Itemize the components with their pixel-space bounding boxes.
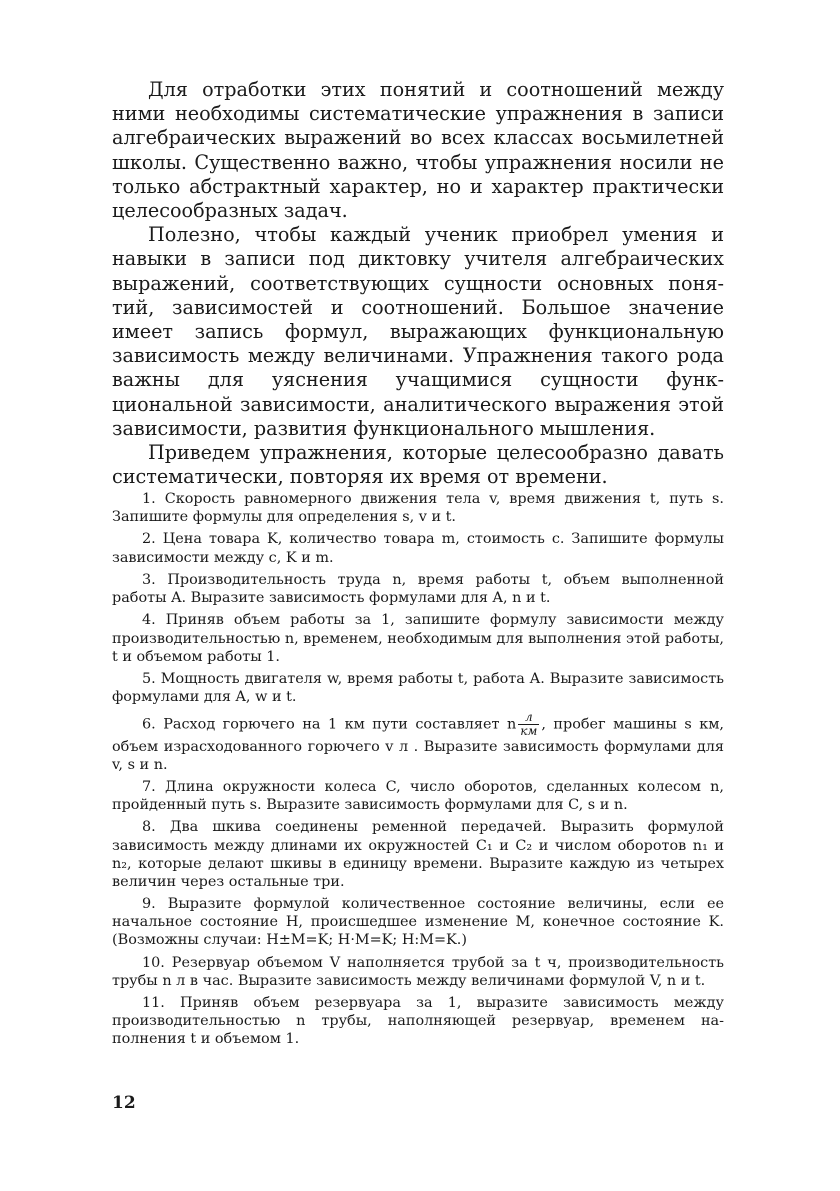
intro-paragraph: Для отработки этих понятий и соотношений между ними необходимы систематические упражнения в записи алгебраических выражений во всех классах восьмилетней школы. Существенно важно, чтобы упражнения носили не только абстрактный характер, но и характер практически целесообразных задач.	[112, 78, 724, 223]
fraction-numerator: л	[524, 709, 533, 724]
exercise-item: 4. Приняв объем работы за 1, запишите формулу зависимости между производительностью n, временем, необходимым для выполнения этой работы, t и объемом работы 1.	[112, 612, 724, 665]
exercise-6-text-after: , пробег машины s км, объем израсходованного горючего v л . Выразите зависимость формулами для v, s и n.	[112, 716, 724, 773]
exercise-list	[112, 490, 724, 1053]
page-number: 12	[112, 1093, 136, 1113]
exercise-item: 7. Длина окружности колеса C, число оборотов, сделанных колесом n, пройденный путь s. Выразите зависимость формулами для C, s и n.	[112, 779, 724, 814]
exercise-item: 11. Приняв объем резервуара за 1, выразите зависимость между производительностью n трубы, наполняющей резервуар, временем наполнения t и объемом 1.	[112, 995, 724, 1048]
exercise-item: 5. Мощность двигателя w, время работы t, работа A. Выразите зависимость формулами для A, w и t.	[112, 671, 724, 706]
intro-text	[112, 78, 724, 489]
exercise-item-6	[112, 711, 724, 774]
intro-paragraph: Полезно, чтобы каждый ученик приобрел умения и навыки в записи под диктовку учителя алгебраических выражений, соответствующих сущности основных понятий, зависимостей и соотношений. Большое значение имеет запись формул, выражающих функциональную зависимость между величинами. Упражнения такого рода важны для уяснения учащимися сущности функциональной зависимости, аналитического выражения этой зависимости, развития функционального мышления.	[112, 223, 724, 440]
intro-paragraph: Приведем упражнения, которые целесообразно давать систематически, повторяя их время от времени.	[112, 441, 724, 489]
exercise-item: 2. Цена товара K, количество товара m, стоимость c. Запишите формулы зависимости между c, K и m.	[112, 531, 724, 566]
exercise-item: 10. Резервуар объемом V наполняется трубой за t ч, производительность трубы n л в час. Выразите зависимость между величинами формулой V, n и t.	[112, 954, 724, 989]
fraction-litres-per-km	[518, 711, 539, 738]
exercise-item: 1. Скорость равномерного движения тела v, время движения t, путь s. Запишите формулы для определения s, v и t.	[112, 491, 724, 526]
exercise-6-text-before: 6. Расход горючего на 1 км пути составляет n	[142, 716, 517, 733]
fraction-denominator: км	[520, 723, 538, 738]
exercise-item: 9. Выразите формулой количественное состояние величины, если ее начальное состояние H, происшедшее изменение M, конечное состояние K. (Возможны случаи: H±M=K; H·M=K; H:M=K.)	[112, 896, 724, 949]
exercise-item: 8. Два шкива соединены ременной передачей. Выразить формулой зависимость между длинами их окружностей C₁ и C₂ и числом оборотов n₁ и n₂, которые делают шкивы в единицу времени. Выразите каждую из четырех величин через остальные три.	[112, 819, 724, 890]
exercise-item: 3. Производительность труда n, время работы t, объем выполненной работы A. Выразите зависимость формулами для A, n и t.	[112, 571, 724, 607]
